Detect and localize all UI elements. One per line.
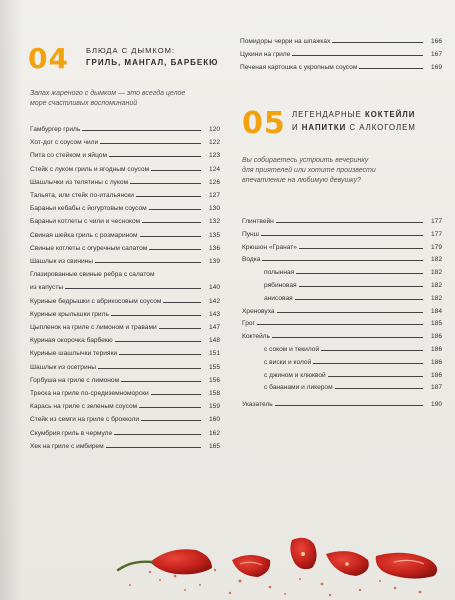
toc-entry-title: Шашлык из свинины — [30, 258, 94, 265]
dot-leader — [275, 405, 423, 406]
dot-leader — [359, 68, 423, 69]
toc-entry-page: 177 — [430, 230, 442, 238]
section-4-title-line2: ГРИЛЬ, МАНГАЛ, БАРБЕКЮ — [86, 58, 219, 67]
dot-leader — [261, 235, 423, 236]
toc-entry-page: 182 — [430, 269, 442, 277]
toc-entry[interactable] — [30, 175, 220, 186]
dot-leader — [114, 434, 201, 435]
toc-entry[interactable] — [30, 386, 220, 397]
toc-entry[interactable] — [30, 346, 220, 357]
section-4-number: 04 — [28, 42, 69, 75]
dot-leader — [295, 299, 423, 300]
toc-entry-title: Хреновуха — [242, 307, 275, 315]
dot-leader — [149, 249, 201, 250]
index-entry[interactable] — [242, 397, 442, 408]
dot-leader — [142, 222, 201, 223]
toc-entry[interactable] — [264, 342, 442, 353]
toc-entry-title: Куриные шашлычки терияки — [30, 350, 118, 358]
toc-entry-page: 122 — [208, 139, 220, 147]
toc-entry[interactable] — [240, 34, 442, 45]
toc-entry[interactable] — [242, 240, 442, 251]
toc-entry-title: Гамбургер гриль — [30, 126, 81, 133]
dot-leader — [100, 143, 201, 144]
toc-entry-page: 159 — [208, 403, 220, 411]
toc-entry[interactable] — [264, 355, 442, 366]
toc-entry[interactable] — [242, 329, 442, 340]
toc-entry-title: с виски и колой — [264, 358, 312, 366]
toc-entry-page: 186 — [430, 346, 442, 353]
toc-entry[interactable] — [30, 241, 220, 252]
toc-entry-page: 158 — [208, 390, 220, 397]
dot-leader — [130, 183, 201, 184]
toc-entry-title: Пунш — [242, 230, 259, 238]
toc-entry-title: Пита со стейком и яйцом — [30, 152, 107, 160]
dot-leader — [159, 328, 201, 329]
section-5-title-line2-b: НАПИТКИ — [301, 123, 347, 132]
dot-leader — [140, 236, 201, 237]
toc-entry-page: 160 — [208, 416, 220, 424]
toc-entry-page: 165 — [208, 442, 220, 450]
dot-leader — [262, 260, 423, 261]
section-5-title-line2-c: С АЛКОГОЛЕМ — [346, 123, 416, 132]
toc-entry[interactable] — [30, 122, 220, 133]
toc-entry-page: 130 — [208, 205, 220, 213]
toc-entry[interactable] — [264, 265, 442, 276]
toc-entry-title: анисовая — [264, 294, 293, 302]
dot-leader — [65, 288, 201, 289]
toc-entry[interactable] — [264, 368, 442, 379]
toc-entry[interactable] — [30, 162, 220, 173]
toc-entry-title: Хот-дог с соусом чили — [30, 139, 99, 147]
toc-entry-title: Стейк с луком гриль и ягодным соусом — [30, 165, 150, 173]
section-5-intro-line1: Вы собираетесь устроить вечеринку — [242, 157, 369, 164]
toc-entry[interactable] — [240, 47, 442, 58]
toc-entry-page: 186 — [430, 333, 442, 341]
toc-entry-page: 156 — [208, 376, 220, 384]
toc-entry-title: Куриная окорочка барбекю — [30, 337, 113, 345]
dot-leader — [149, 209, 201, 210]
section-4-intro-line2: море счастливых воспоминаний — [30, 100, 138, 107]
dot-leader — [82, 130, 201, 131]
toc-entry-title: Скумбрия гриль в чермуле — [30, 429, 113, 437]
toc-entry-page: 179 — [430, 243, 442, 251]
toc-entry-page: 124 — [208, 165, 220, 173]
pepper-slice — [232, 555, 270, 577]
dot-leader — [313, 363, 423, 364]
toc-entry-page: 182 — [430, 282, 442, 289]
toc-entry[interactable] — [30, 373, 220, 384]
toc-entry-title: из капусты — [30, 284, 64, 292]
section-5-intro — [242, 156, 376, 186]
toc-entry-title: Глинтвейн — [242, 218, 274, 225]
toc-entry[interactable] — [242, 227, 442, 238]
dot-leader — [98, 368, 201, 369]
toc-entry[interactable] — [30, 320, 220, 331]
section-5-number: 05 — [242, 106, 286, 141]
toc-entry[interactable] — [242, 316, 442, 327]
toc-entry-title: Тальята, или стейк по-итальянски — [30, 192, 134, 199]
dot-leader — [163, 302, 201, 303]
toc-entry[interactable] — [30, 399, 220, 410]
toc-entry-page: 147 — [208, 324, 220, 331]
dot-leader — [272, 337, 423, 338]
toc-entry[interactable] — [264, 278, 442, 289]
dot-leader — [335, 388, 423, 389]
toc-entry-title: Карась на гриле с зеленым соусом — [30, 403, 138, 411]
pepper-slice — [376, 553, 437, 579]
toc-entry-title: Хек на гриле с имбирем — [30, 442, 104, 450]
toc-entry-title: Свиная шейка гриль с розмарином — [30, 231, 138, 239]
toc-entry-title: Стейк из семги на гриле с брокколи — [30, 416, 140, 424]
toc-entry-title: Шашлычки из телятины с луком — [30, 178, 129, 186]
toc-entry-page: 140 — [208, 284, 220, 292]
toc-entry-title: Цыпленок на гриле с лимоном и травами — [30, 324, 157, 331]
section-5-intro-line2: для приятелей или хотите произвести — [242, 167, 376, 174]
toc-entry-page: 126 — [208, 178, 220, 186]
dot-leader — [296, 273, 423, 274]
toc-entry-title: Помидоры черри на шпажках — [240, 38, 331, 45]
toc-entry[interactable] — [30, 254, 220, 265]
index-page: 190 — [430, 401, 442, 408]
dot-leader — [299, 248, 423, 249]
toc-entry-page: 143 — [208, 310, 220, 318]
section-4-title-line1: БЛЮДА С ДЫМКОМ: — [86, 46, 176, 55]
toc-entry[interactable] — [30, 412, 220, 423]
toc-entry-page: 167 — [430, 51, 442, 59]
toc-entry-page: 136 — [208, 244, 220, 252]
dot-leader — [139, 407, 201, 408]
toc-entry-title: Печеная картошка с укропным соусом — [240, 64, 358, 72]
dot-leader — [321, 350, 423, 351]
toc-entry[interactable] — [30, 426, 220, 437]
toc-entry[interactable] — [30, 333, 220, 344]
toc-entry-page: 184 — [430, 307, 442, 315]
section-4-intro — [30, 89, 185, 109]
dot-leader — [119, 354, 201, 355]
section-4-intro-line1: Запах жареного с дымком — это всегда целое — [30, 90, 186, 97]
toc-entry-page: 186 — [430, 358, 442, 366]
toc-entry-title: Грог — [242, 320, 255, 328]
toc-entry-page: 155 — [208, 363, 220, 371]
toc-entry[interactable] — [30, 201, 220, 212]
toc-entry-page: 148 — [208, 337, 220, 345]
toc-entry-page: 182 — [430, 256, 442, 264]
toc-entry[interactable] — [242, 304, 442, 315]
toc-entry-title: рябиновая — [264, 282, 297, 289]
toc-entry-page: 123 — [208, 152, 220, 160]
dot-leader — [121, 381, 201, 382]
toc-entry-page: 162 — [208, 429, 220, 437]
section-5-title-line1-a: ЛЕГЕНДАРНЫЕ — [292, 110, 365, 119]
toc-entry-page: 135 — [208, 231, 220, 239]
pepper-whole — [150, 549, 212, 574]
toc-entry[interactable] — [264, 291, 442, 302]
toc-entry-page: 169 — [430, 64, 442, 72]
dot-leader — [292, 55, 423, 56]
toc-entry-page: 142 — [208, 297, 220, 305]
dot-leader — [328, 376, 423, 377]
dot-leader — [141, 420, 201, 421]
toc-entry-title: Горбуша на гриле с лимоном — [30, 376, 120, 384]
toc-entry-title: Цукини на гриле — [240, 51, 291, 59]
section-5-title-line1 — [292, 110, 415, 119]
toc-entry-page: 182 — [430, 294, 442, 302]
toc-entry-title: Шашлык из осетрины — [30, 363, 97, 371]
toc-entry-page: 120 — [208, 126, 220, 133]
section-5-title-line1-b: КОКТЕЙЛИ — [364, 110, 416, 119]
toc-entry[interactable] — [30, 307, 220, 318]
toc-entry[interactable] — [30, 360, 220, 371]
dot-leader — [276, 222, 423, 223]
toc-entry-page: 132 — [208, 218, 220, 226]
toc-entry-page: 187 — [430, 384, 442, 392]
toc-entry[interactable] — [30, 135, 220, 146]
toc-entry[interactable] — [30, 214, 220, 225]
toc-entry[interactable] — [30, 228, 220, 239]
section-5-intro-line3: впечатление на любимую девушку? — [242, 177, 361, 184]
toc-entry-title: Свиные котлеты с огуречным салатом — [30, 244, 148, 252]
toc-entry[interactable] — [30, 267, 220, 278]
dot-leader — [106, 447, 201, 448]
toc-entry[interactable] — [240, 60, 442, 71]
dot-leader — [151, 394, 201, 395]
dot-leader — [115, 341, 201, 342]
toc-entry-title: Крюшон «Гранат» — [242, 243, 297, 251]
toc-entry-page: 139 — [208, 258, 220, 265]
dot-leader — [95, 262, 201, 263]
toc-entry-title: с соком и текилой — [264, 346, 320, 353]
toc-entry-title: полынная — [264, 269, 295, 277]
dot-leader — [109, 156, 201, 157]
toc-entry-title: с бананами и ликером — [264, 384, 333, 392]
toc-entry-title: с джином и клюквой — [264, 371, 326, 379]
toc-entry[interactable] — [30, 188, 220, 199]
chili-peppers-image — [0, 510, 455, 600]
toc-entry-title: Бараньи котлеты с чили и чесноком — [30, 218, 141, 226]
toc-entry-title: Глазированные свиные ребра с салатом — [30, 271, 155, 279]
toc-entry[interactable] — [30, 439, 220, 450]
dot-leader — [299, 286, 423, 287]
toc-entry-page: 166 — [430, 38, 442, 45]
toc-entry-page: 186 — [430, 371, 442, 379]
toc-entry[interactable] — [242, 252, 442, 263]
toc-entry-page: 177 — [430, 218, 442, 225]
toc-entry-page: 127 — [208, 192, 220, 199]
dot-leader — [257, 324, 423, 325]
index-label: Указатель — [242, 401, 273, 408]
toc-entry[interactable] — [30, 148, 220, 159]
dot-leader — [111, 315, 201, 316]
section-5-title-line2-a: И — [292, 123, 302, 132]
dot-leader — [136, 196, 201, 197]
toc-entry-title: Бараньи кебабы с йогуртовым соусом — [30, 205, 147, 213]
dot-leader — [277, 312, 423, 313]
toc-entry-title: Коктейль — [242, 333, 271, 341]
toc-entry-title: Куриные бедрышки с абрикосовым соусом — [30, 297, 162, 305]
section-5-title-line2 — [292, 123, 416, 132]
toc-entry-title: Треска на гриле по-средиземноморски — [30, 390, 149, 397]
toc-entry[interactable] — [30, 280, 220, 291]
toc-entry[interactable] — [264, 380, 442, 391]
toc-entry-page: 185 — [430, 320, 442, 328]
toc-entry-title: Водка — [242, 256, 261, 264]
toc-entry-page: 151 — [208, 350, 220, 358]
pepper-stem — [118, 562, 152, 570]
dot-leader — [151, 170, 201, 171]
toc-entry-title: Куриные крылышки гриль — [30, 310, 109, 318]
toc-entry[interactable] — [30, 294, 220, 305]
toc-entry[interactable] — [242, 214, 442, 225]
dot-leader — [332, 42, 423, 43]
